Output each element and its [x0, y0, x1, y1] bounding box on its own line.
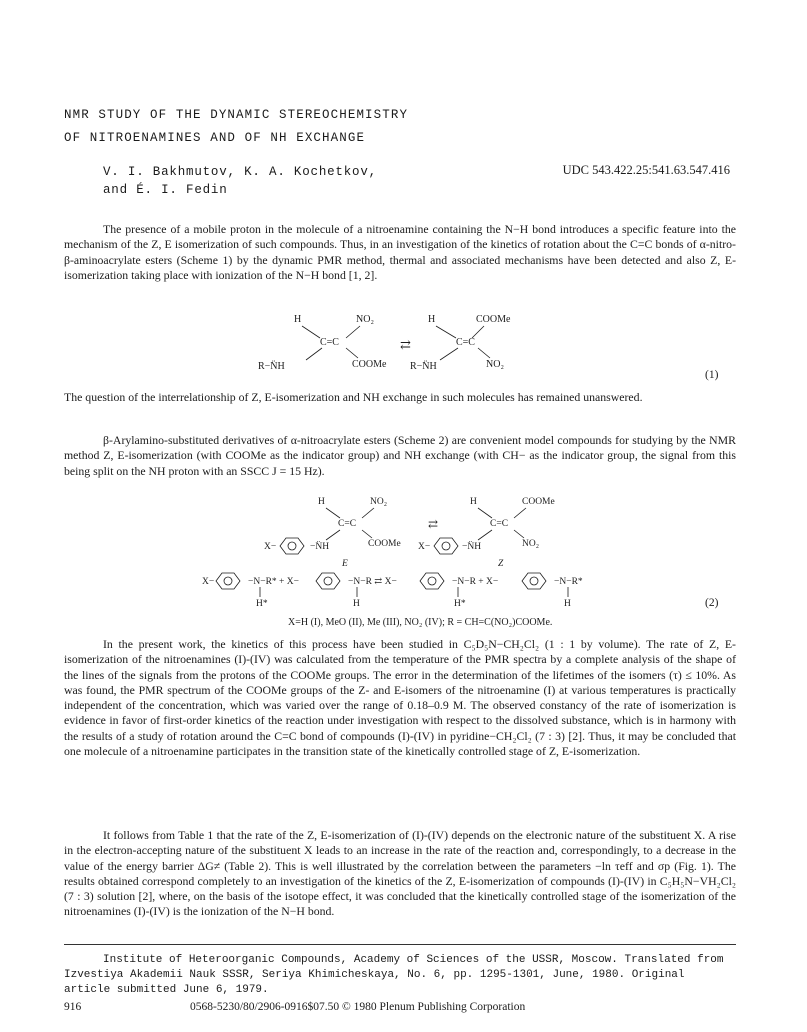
paper-title-line-2: OF NITROENAMINES AND OF NH EXCHANGE [64, 131, 366, 145]
body-paragraph-5 [64, 828, 736, 920]
scheme2-coome-z: COOMe [522, 497, 555, 507]
scheme2-row2-part-a: −N−R* + X− [248, 577, 299, 587]
body-paragraph-4 [64, 637, 736, 759]
scheme2-label-z: Z [498, 559, 504, 569]
scheme1-h-right: H [428, 314, 436, 325]
scheme-1-diagram [250, 312, 580, 378]
paragraph-2-text: The question of the interrelationship of Z, E-isomerization and NH exchange in such molecules has remained unanswered. [64, 390, 643, 404]
paragraph-5-text: It follows from Table 1 that the rate of the Z, E-isomerization of (I)-(IV) depends on the electronic nature of the substituent X. A rise in the electron-accepting nature of the substituent X leads to an increase in the rate of the reaction and, correspondingly, to a decrease in the value of the energy barrier ΔG≠ (Table 2). This is well illustrated by the correlation between the parameters −ln τeff and σp (Fig. 1). The results obtained correspond completely to an investigation of the kinetics of the Z, E-isomerization of compounds (I)-(IV) in C₅H₅N−VH₂Cl₂ (7 : 3) solution [2], where, on the basis of the isotope effect, it was concluded that the kinetically controlled stage of the isomerization of the nitroenamines (I)-(IV) is the ionization of the N−H bond. [64, 828, 736, 919]
scheme2-h-4: H [564, 599, 571, 609]
scheme2-h-3: H [353, 599, 360, 609]
scheme1-no2-left: NO₂ [356, 314, 374, 325]
scheme1-rnh-left: R−N̈H [258, 361, 285, 372]
author-line-1: V. I. Bakhmutov, K. A. Kochetkov, [103, 165, 377, 179]
scheme2-row2-part-c: −N−R + X− [452, 577, 499, 587]
scheme-2-number: (2) [705, 597, 719, 609]
footnote [64, 953, 736, 998]
scheme2-hstar-2: H* [454, 599, 466, 609]
footnote-rule [64, 944, 736, 945]
scheme2-row2-part-d: −N−R* [554, 577, 583, 587]
body-paragraph-2 [64, 390, 736, 405]
scheme1-h-left: H [294, 314, 302, 325]
author-list [103, 163, 377, 199]
scheme1-cc-right: C=C [456, 337, 475, 348]
scheme2-arrow-top: ⇄ [428, 517, 439, 531]
author-line-2: and É. I. Fedin [103, 183, 228, 197]
scheme2-h-z: H [470, 497, 477, 507]
copyright-line: 0568-5230/80/2906-0916$07.50 © 1980 Plenum Publishing Corporation [190, 1001, 526, 1013]
paragraph-4-text: In the present work, the kinetics of this process have been studied in C₅D₅N−CH₂Cl₂ (1 : 1 by volume). The rate of Z, E-isomerization of the nitroenamines (I)-(IV) was calculated from the temperature of the PMR spectra by a complete analysis of the shape of the lines of the signals from the protons of the COOMe groups. The error in the determination of the lifetimes of the isomers (τ) ≤ 10%. As was found, the PMR spectrum of the COOMe groups of the Z- and E-isomers of the nitroenamine (I) at various temperatures is practically independent of the concentration, which was varied over the range of 0.18–0.9 M. The observed constancy of the rate of isomerization is evidence in favor of first-order kinetics of the reaction under investigation with respect to the dissolved substance, which is in harmony with the results of a study of rotation around the C=C bond of compounds (I)-(IV) in pyridine−CH₂Cl₂ (7 : 3) [2]. Thus, it may be concluded that one molecule of a nitroenamine participates in the transition state of the kinetically controlled stage of Z, E-isomerization. [64, 637, 736, 759]
scheme-2-diagram [200, 494, 620, 618]
scheme2-no2-e: NO₂ [370, 497, 388, 507]
scheme1-no2-right: NO₂ [486, 359, 504, 370]
scheme2-nh-e: −N̈H [310, 542, 330, 552]
udc-code: UDC 543.422.25:541.63.547.416 [562, 163, 730, 177]
scheme2-row2-x1: X− [202, 577, 215, 587]
body-paragraph-3 [64, 433, 736, 479]
paper-title-line-1: NMR STUDY OF THE DYNAMIC STEREOCHEMISTRY [64, 108, 409, 122]
scheme2-cc-z: C=C [490, 519, 509, 529]
scheme-1-number: (1) [705, 369, 719, 381]
scheme2-coome-e: COOMe [368, 539, 401, 549]
paragraph-1-text: The presence of a mobile proton in the molecule of a nitroenamine containing the N−H bond introduces a specific feature into the mechanism of the Z, E isomerization of such compounds. Thus, in an investigation of the kinetics of rotation about the C=C bonds of α-nitro-β-aminoacrylate esters (Scheme 1) by the dynamic PMR method, thermal and associated mechanisms have been detected and also Z, E-isomerization taking place with ionization of the N−H bond [1, 2]. [64, 222, 736, 282]
scheme2-row2-part-b: −N−R ⇄ X− [348, 577, 397, 587]
scheme2-hstar-1: H* [256, 599, 268, 609]
footnote-text: Institute of Heteroorganic Compounds, Academy of Sciences of the USSR, Moscow. Translated from Izvestiya Akademii Nauk SSSR, Seriya Khimicheskaya, No. 6, pp. 1295-1301, June, 1980. Original article submitted June 6, 1979. [64, 954, 724, 996]
scheme2-cc-e: C=C [338, 519, 357, 529]
scheme2-x-e: X− [264, 542, 277, 552]
scheme1-cc-left: C=C [320, 337, 339, 348]
scheme1-equilibrium-arrow: ⇄ [400, 337, 411, 352]
scheme-2-substituent-key: X=H (I), MeO (II), Me (III), NO₂ (IV); R = CH=C(NO₂)COOMe. [288, 617, 553, 628]
body-paragraph-1 [64, 222, 736, 283]
scheme2-no2-z: NO₂ [522, 539, 540, 549]
scheme1-coome-left: COOMe [352, 359, 387, 370]
scheme1-coome-right: COOMe [476, 314, 511, 325]
paragraph-3-text: β-Arylamino-substituted derivatives of α-nitroacrylate esters (Scheme 2) are convenient model compounds for studying by the NMR method Z, E-isomerization (with COOMe as the indicator group) and NH exchange (with CH− as the indicator group, the signal from this being split on the NH proton with an SSCC J = 15 Hz). [64, 433, 736, 478]
scheme2-nh-z: −N̈H [462, 542, 482, 552]
scheme2-x-z: X− [418, 542, 431, 552]
scheme2-label-e: E [342, 559, 348, 569]
scheme1-rnh-right: R−N̈H [410, 361, 437, 372]
scheme2-h-e: H [318, 497, 325, 507]
page-number: 916 [64, 1001, 82, 1013]
